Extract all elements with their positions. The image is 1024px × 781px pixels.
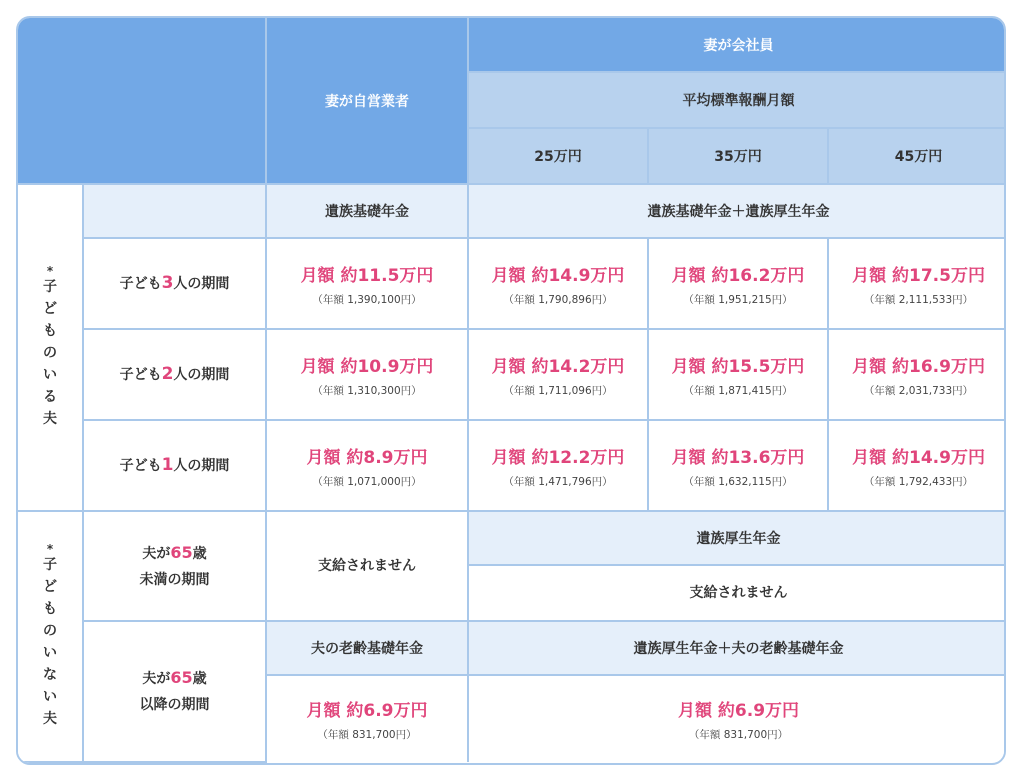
cell-2c-25: 月額 約14.2万円 （年額 1,711,096円） bbox=[468, 329, 648, 420]
cell-after65-self: 月額 約6.9万円 （年額 831,700円） bbox=[266, 675, 468, 762]
cell-under65-self: 支給されません bbox=[266, 511, 468, 621]
group-without-children-label: * 子 ど も の い な い 夫 bbox=[43, 541, 57, 727]
cell-after65-emp: 月額 約6.9万円 （年額 831,700円） bbox=[468, 675, 1006, 762]
header-25man: 25万円 bbox=[468, 128, 648, 184]
cell-1c-45: 月額 約14.9万円 （年額 1,792,433円） bbox=[828, 420, 1006, 511]
header-self-employed: 妻が自営業者 bbox=[266, 18, 468, 184]
pension-type-kiso-kosei: 遺族基礎年金＋遺族厚生年金 bbox=[468, 184, 1006, 238]
cell-2c-45: 月額 約16.9万円 （年額 2,031,733円） bbox=[828, 329, 1006, 420]
header-employee: 妻が会社員 bbox=[468, 18, 1006, 72]
pension-type-kosei: 遺族厚生年金 bbox=[468, 511, 1006, 565]
cell-1c-25: 月額 約12.2万円 （年額 1,471,796円） bbox=[468, 420, 648, 511]
corner-header bbox=[18, 18, 266, 184]
pension-type-rorei: 夫の老齢基礎年金 bbox=[266, 621, 468, 675]
survivor-pension-table bbox=[18, 18, 1006, 763]
cell-under65-emp: 支給されません bbox=[468, 565, 1006, 621]
cell-1c-self: 月額 約8.9万円 （年額 1,071,000円） bbox=[266, 420, 468, 511]
pension-type-kiso: 遺族基礎年金 bbox=[266, 184, 468, 238]
cell-3c-25: 月額 約14.9万円 （年額 1,790,896円） bbox=[468, 238, 648, 329]
header-avg-salary: 平均標準報酬月額 bbox=[468, 72, 1006, 128]
group-without-children bbox=[18, 511, 83, 762]
cell-3c-35: 月額 約16.2万円 （年額 1,951,215円） bbox=[648, 238, 828, 329]
cell-3c-self: 月額 約11.5万円 （年額 1,390,100円） bbox=[266, 238, 468, 329]
pension-table-frame bbox=[16, 16, 1006, 765]
pension-type-kosei-rorei: 遺族厚生年金＋夫の老齢基礎年金 bbox=[468, 621, 1006, 675]
cell-3c-45: 月額 約17.5万円 （年額 2,111,533円） bbox=[828, 238, 1006, 329]
row-label-1child: 子ども1人の期間 bbox=[83, 420, 266, 511]
header-45man: 45万円 bbox=[828, 128, 1006, 184]
cell-1c-35: 月額 約13.6万円 （年額 1,632,115円） bbox=[648, 420, 828, 511]
group-with-children-label: * 子 ど も の い る 夫 bbox=[43, 263, 57, 427]
header-35man: 35万円 bbox=[648, 128, 828, 184]
row-label-3children: 子ども3人の期間 bbox=[83, 238, 266, 329]
row-label-under65: 夫が65歳 未満の期間 bbox=[83, 511, 266, 621]
row-label-after65: 夫が65歳 以降の期間 bbox=[83, 621, 266, 762]
pension-type-blank bbox=[83, 184, 266, 238]
cell-2c-self: 月額 約10.9万円 （年額 1,310,300円） bbox=[266, 329, 468, 420]
cell-2c-35: 月額 約15.5万円 （年額 1,871,415円） bbox=[648, 329, 828, 420]
row-label-2children: 子ども2人の期間 bbox=[83, 329, 266, 420]
group-with-children bbox=[18, 184, 83, 511]
